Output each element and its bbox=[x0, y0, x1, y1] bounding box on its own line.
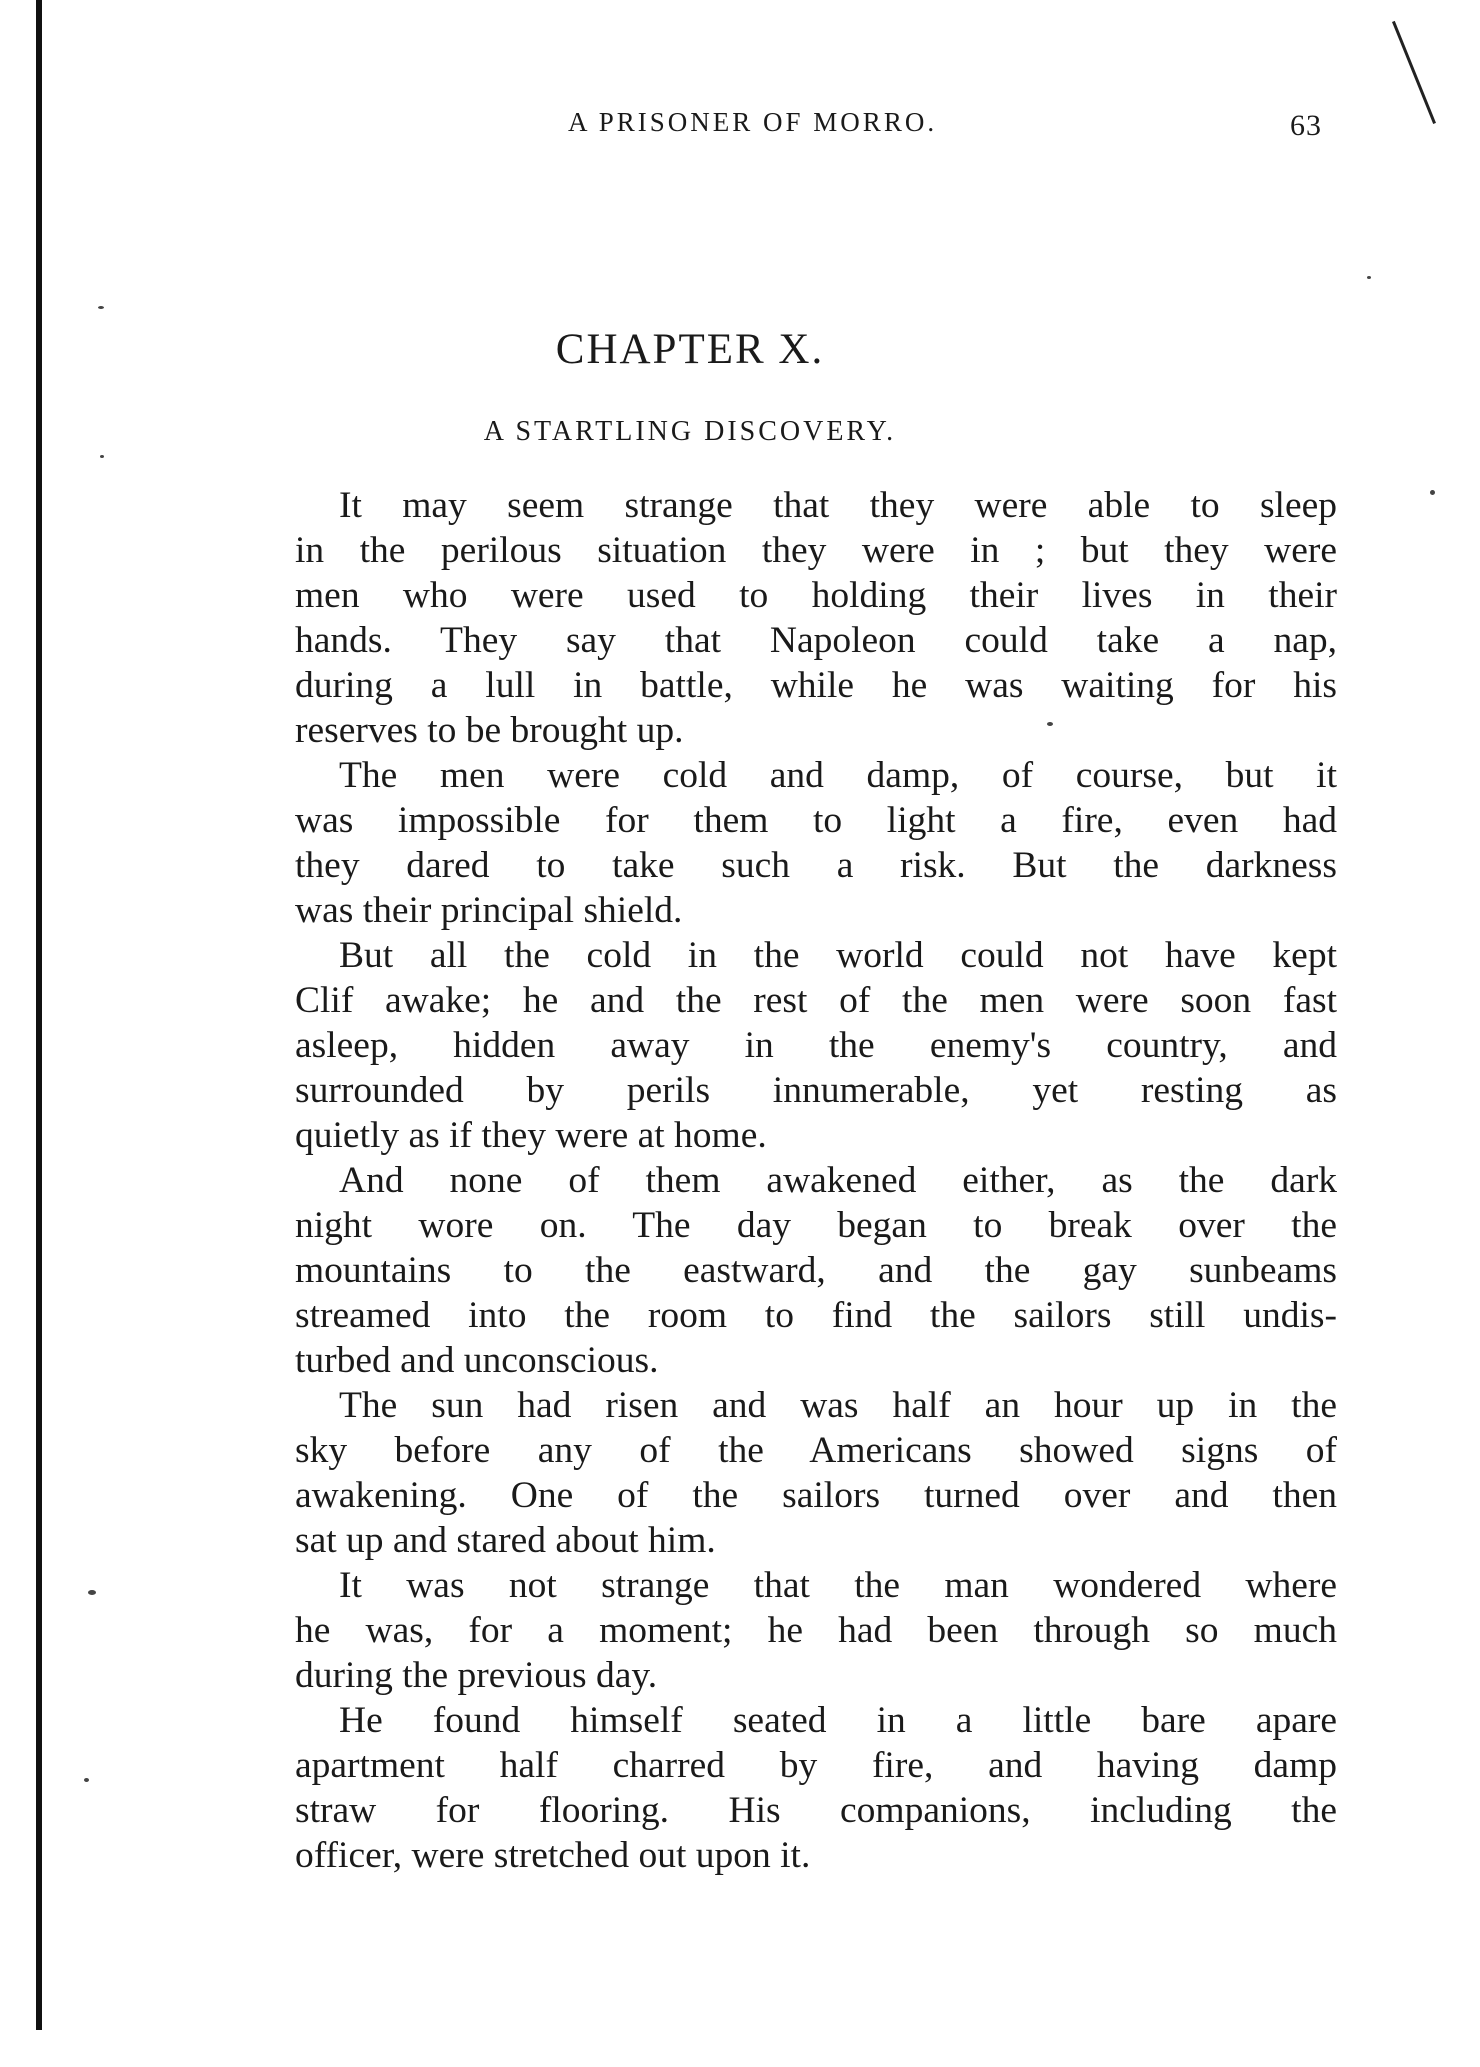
chapter-title: CHAPTER X. bbox=[555, 326, 825, 373]
body-text bbox=[295, 483, 1337, 1878]
text-line: was their principal shield. bbox=[295, 890, 683, 931]
speck bbox=[88, 1590, 96, 1595]
text-line: he was, for a moment; he had been through so much bbox=[295, 1610, 1337, 1651]
text-line: mountains to the eastward, and the gay sunbeams bbox=[295, 1250, 1337, 1291]
text-line: reserves to be brought up. bbox=[295, 710, 684, 751]
text-line: straw for flooring. His companions, including the bbox=[295, 1790, 1337, 1831]
text-line: It may seem strange that they were able to sleep bbox=[339, 485, 1337, 526]
text-line: streamed into the room to find the sailors still undis- bbox=[295, 1295, 1337, 1336]
text-line: Clif awake; he and the rest of the men were soon fast bbox=[295, 980, 1337, 1021]
page-number: 63 bbox=[1290, 109, 1322, 142]
text-line: It was not strange that the man wondered where bbox=[339, 1565, 1337, 1606]
corner-mark bbox=[1392, 21, 1436, 124]
text-line: in the perilous situation they were in ; but they were bbox=[295, 530, 1337, 571]
text-line: men who were used to holding their lives in their bbox=[295, 575, 1337, 616]
text-line: officer, were stretched out upon it. bbox=[295, 1835, 811, 1876]
text-line: quietly as if they were at home. bbox=[295, 1115, 767, 1156]
speck bbox=[100, 455, 104, 458]
text-line: awakening. One of the sailors turned over and then bbox=[295, 1475, 1337, 1516]
text-line: during the previous day. bbox=[295, 1655, 658, 1696]
text-line: sat up and stared about him. bbox=[295, 1520, 716, 1561]
text-line: He found himself seated in a little bare apare bbox=[339, 1700, 1337, 1741]
text-line: turbed and unconscious. bbox=[295, 1340, 659, 1381]
text-line: during a lull in battle, while he was waiting for his bbox=[295, 665, 1337, 706]
text-line: The sun had risen and was half an hour up in the bbox=[339, 1385, 1337, 1426]
binding-edge bbox=[36, 0, 42, 2030]
speck bbox=[1367, 276, 1371, 279]
text-line: apartment half charred by fire, and having damp bbox=[295, 1745, 1337, 1786]
running-title: A PRISONER OF MORRO. bbox=[568, 107, 938, 137]
text-line: they dared to take such a risk. But the darkness bbox=[295, 845, 1337, 886]
text-line: asleep, hidden away in the enemy's country, and bbox=[295, 1025, 1337, 1066]
speck bbox=[1430, 490, 1435, 495]
text-line: And none of them awakened either, as the dark bbox=[339, 1160, 1337, 1201]
speck bbox=[84, 1778, 89, 1782]
text-line: surrounded by perils innumerable, yet resting as bbox=[295, 1070, 1337, 1111]
speck bbox=[98, 306, 104, 309]
text-line: was impossible for them to light a fire, even had bbox=[295, 800, 1337, 841]
text-line: sky before any of the Americans showed signs of bbox=[295, 1430, 1337, 1471]
text-line: But all the cold in the world could not have kept bbox=[339, 935, 1337, 976]
text-line: hands. They say that Napoleon could take a nap, bbox=[295, 620, 1337, 661]
running-head bbox=[440, 102, 1322, 142]
text-line: night wore on. The day began to break over the bbox=[295, 1205, 1337, 1246]
chapter-subtitle: A STARTLING DISCOVERY. bbox=[483, 416, 897, 447]
text-line: The men were cold and damp, of course, but it bbox=[339, 755, 1337, 796]
